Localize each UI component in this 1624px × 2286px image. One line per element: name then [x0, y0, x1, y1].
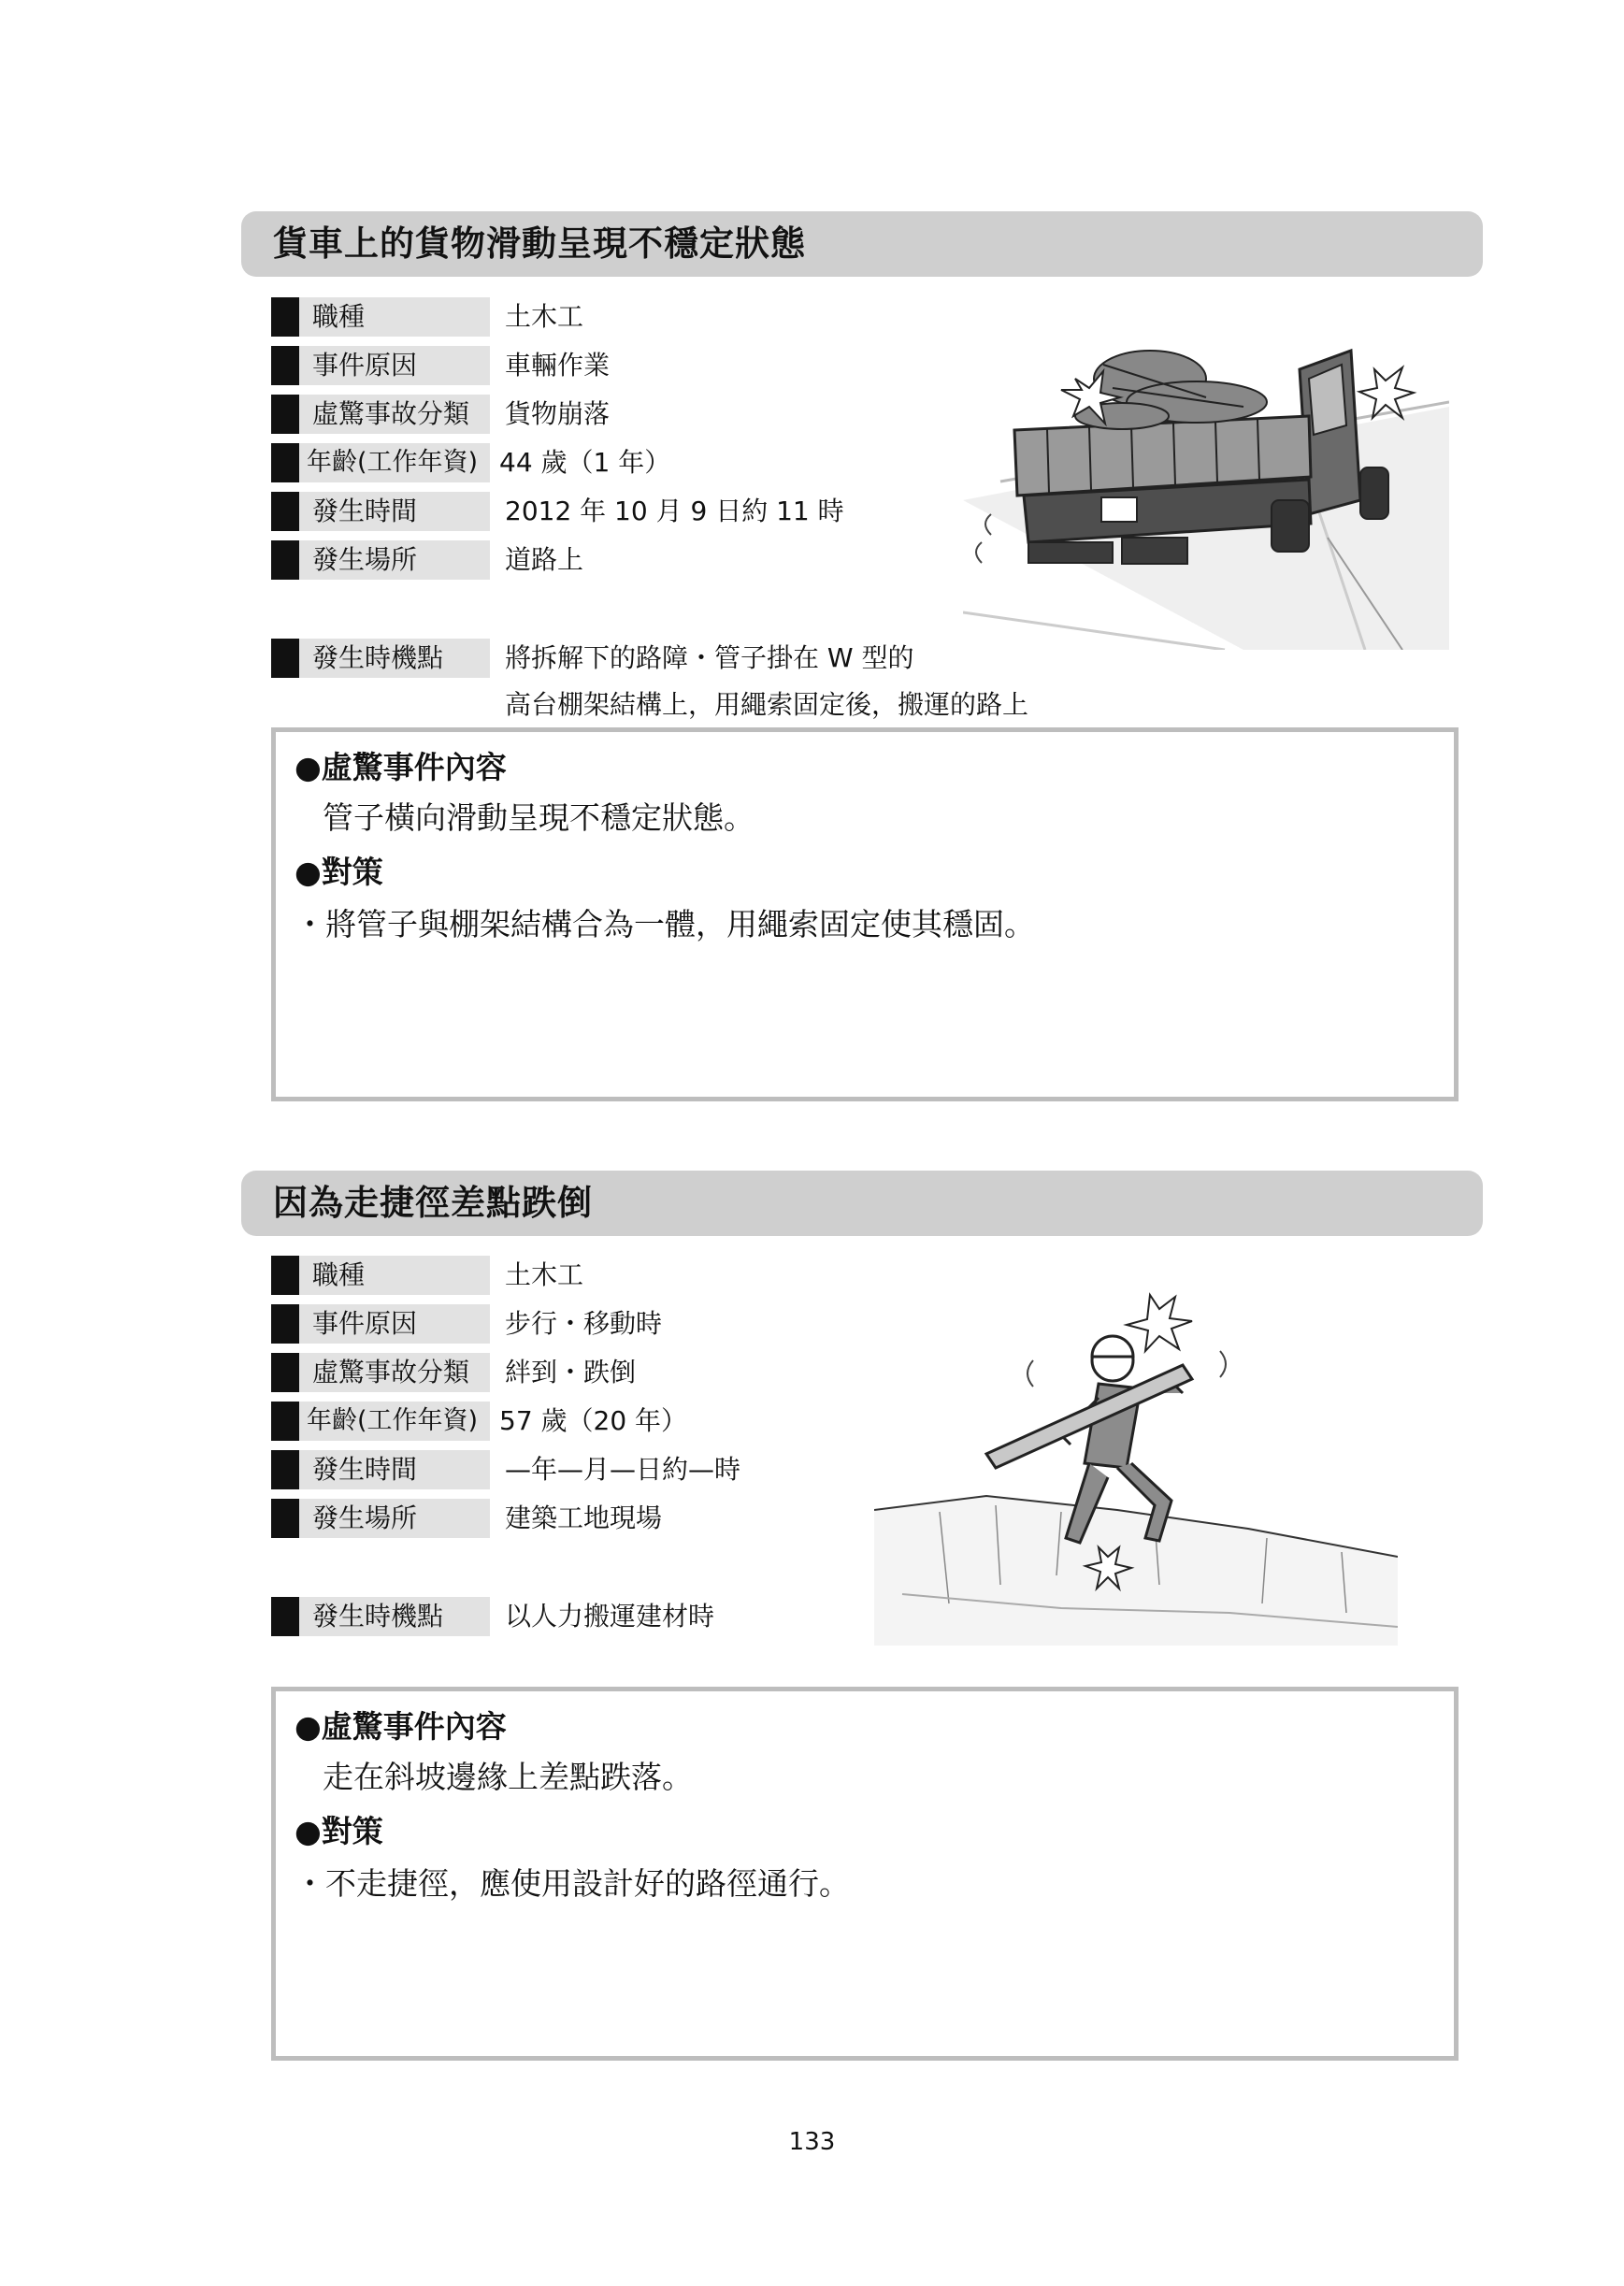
field-value: 建築工地現場 [505, 1502, 663, 1533]
field-label: 虛驚事故分類 [299, 395, 490, 434]
field-value: 步行・移動時 [505, 1308, 663, 1339]
field-label: 發生場所 [299, 1499, 490, 1538]
field-value: —年—月—日約—時 [505, 1454, 741, 1485]
row-marker [271, 1353, 299, 1392]
content-heading: ●虛驚事件內容 [295, 1708, 507, 1745]
field-label: 事件原因 [299, 346, 490, 385]
field-label: 年齡(工作年資) [299, 443, 490, 482]
row-marker [271, 395, 299, 434]
field-value: 貨物崩落 [505, 398, 611, 429]
measure-text: ・將管子與棚架結構合為一體，用繩索固定使其穩固。 [295, 906, 1035, 942]
field-value: 車輛作業 [505, 350, 611, 381]
row-marker [271, 639, 299, 678]
field-value: 絆到・跌倒 [505, 1357, 637, 1387]
timing-label: 發生時機點 [299, 1597, 490, 1636]
row-marker [271, 1450, 299, 1489]
timing-label: 發生時機點 [299, 639, 490, 678]
field-value: 44 歲（1 年） [499, 447, 671, 478]
field-value: 土木工 [505, 1259, 584, 1290]
row-marker [271, 1597, 299, 1636]
row-marker [271, 1499, 299, 1538]
row-marker [271, 297, 299, 337]
row-marker [271, 492, 299, 531]
field-label: 發生時間 [299, 1450, 490, 1489]
field-value: 土木工 [505, 301, 584, 332]
case-title-bar [241, 1171, 1483, 1236]
measure-heading: ●對策 [295, 1813, 383, 1849]
measure-text: ・不走捷徑，應使用設計好的路徑通行。 [295, 1865, 850, 1902]
row-marker [271, 1304, 299, 1344]
field-label: 發生時間 [299, 492, 490, 531]
content-text: 管子橫向滑動呈現不穩定狀態。 [323, 799, 755, 836]
field-label: 事件原因 [299, 1304, 490, 1344]
field-label: 年齡(工作年資) [299, 1402, 490, 1441]
row-marker [271, 1256, 299, 1295]
timing-value-line2: 高台棚架結構上，用繩索固定後，搬運的路上 [505, 689, 1029, 720]
row-marker [271, 1402, 299, 1441]
worker-slope-illustration [874, 1276, 1398, 1646]
incident-box [271, 1687, 1459, 2061]
truck-cargo-illustration [963, 313, 1449, 650]
field-label: 職種 [299, 1256, 490, 1295]
field-label: 虛驚事故分類 [299, 1353, 490, 1392]
timing-value-line1: 以人力搬運建材時 [505, 1601, 715, 1632]
row-marker [271, 443, 299, 482]
row-marker [271, 346, 299, 385]
incident-box [271, 727, 1459, 1101]
field-label: 職種 [299, 297, 490, 337]
page-number: 133 [788, 2128, 836, 2156]
content-heading: ●虛驚事件內容 [295, 749, 507, 785]
field-label: 發生場所 [299, 540, 490, 580]
case-title: 因為走捷徑差點跌倒 [273, 1183, 593, 1223]
timing-value-line1: 將拆解下的路障・管子掛在 W 型的 [505, 642, 914, 673]
measure-heading: ●對策 [295, 854, 383, 890]
field-value: 57 歲（20 年） [499, 1405, 688, 1436]
content-text: 走在斜坡邊緣上差點跌落。 [323, 1759, 693, 1795]
field-value: 2012 年 10 月 9 日約 11 時 [505, 496, 844, 526]
case-title: 貨車上的貨物滑動呈現不穩定狀態 [273, 223, 806, 264]
field-value: 道路上 [505, 544, 584, 575]
case-title-bar [241, 211, 1483, 277]
row-marker [271, 540, 299, 580]
